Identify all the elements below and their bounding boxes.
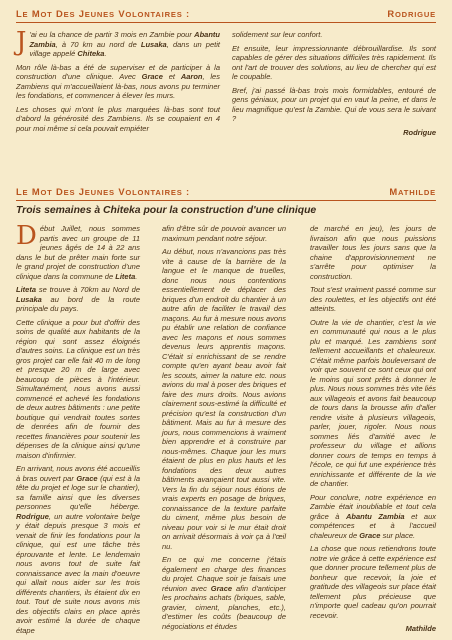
paragraph: Pour conclure, notre expérience en Zambie était inoubliable et tout cela grâce à Abantu Zambia et aux compétences et à l'accueil chaleureux de Grace sur place. <box>310 492 437 540</box>
section2-col1 <box>16 221 141 639</box>
paragraph: Cette clinique a pour but d'offrir des soins de qualité aux habitants de la région qui sont assez éloignés d'autres soins. La clinique est un très gros projet car elle fait 40 m de long et presque 20 m de large avec beaucoup de pièces à l'intérieur. Simultanément, nous avons aussi commencé et achevé les fondations de deux autres bâtiments : une petite boutique qui vendrait toutes sortes de denrées afin de fournir des recettes financières pour soutenir les dépenses de la clinique ainsi qu'une maison d'infirmier. <box>16 317 140 460</box>
section2-col2 <box>162 224 286 635</box>
section2-title: LE MOT DES JEUNES VOLONTAIRES : <box>16 186 190 197</box>
section1-col1 <box>16 27 220 137</box>
paragraph: Outre la vie de chantier, c'est la vie en communauté qui nous a le plus plu et marqué. Les zambiens sont tellement accueillants et chaleureux. C'était même parfois bouleversant de voir que souvent ce sont ceux qui ont le moins qui sont prêts à donner le plus. Nous nous sommes très vite liés aux villageois et avons fait beaucoup de tours dans la brousse afin d'aller rendre visite à plusieurs villageois, parler, jouer, rigoler. Nous nous sommes liés d'amitié avec le professeur du village et allions donner cours de temps en temps à l'école, ce qui fut une expérience très enrichissante et différente de la vie de chantier. <box>310 317 436 488</box>
paragraph: En arrivant, nous avons été accueillis à bras ouvert par Grace (qui est à la tête du projet et loge sur le chantier), sa famille ainsi que les diverses personnes qu'elle héberge. Rodrigue, un autre volontaire belge y était depuis presque 3 mois et venait de finir les fondations pour la clinique, qui est une tâche très éprouvante et lente. Le lendemain nous avons tout de suite fait connaissance avec la main d'oeuvre qui allait nous aider sur les trois différents chantiers, ils étaient dix en tout. Tout de suite nous avons mis des objectifs clairs en place après avoir estimé la durée de chaque étape <box>16 464 141 635</box>
paragraph: La chose que nous retiendrons toute notre vie grâce à cette expérience est que donner procure tellement plus de bonheur que recevoir, la joie et gratitude des villageois sur place était tellement plus précieuse que n'importe quel cadeau qu'on pourrait recevoir. <box>310 544 436 620</box>
paragraph: Les choses qui m'ont le plus marquées là-bas sont tout d'abord la générosité des Zambiens. Ils se coupaient en 4 pour moi même si cela pouvait empiéter <box>16 104 220 133</box>
paragraph: Et ensuite, leur impressionnante débrouillardise. Ils sont capables de gérer des situations difficiles très rapidement. Ils ont l'art de trouver des solutions, au lieu de chercher qui est le coupable. <box>232 43 436 81</box>
paragraph: afin d'être sûr de pouvoir avancer un maximum pendant notre séjour. <box>162 224 286 243</box>
paragraph: Au début, nous n'avancions pas très vite à cause de la barrière de la langue et le manque de truelles, donc nous nous contentions essentiellement de déplacer des briques d'un endroit du chantier à un autre afin de faciliter le travail des maçons. Au fur à mesure nous avons pu établir une relation de confiance avec les maçons et nous sommes devenus leurs apprentis maçons. C'était si enrichissant de se rendre compte qu'en ayant beau avoir fait les scouts, aimer la nature etc. nous avions du mal à poser des briques et faire des murs droits. Nous avions clairement sous-estimé la difficulté et précision qu'est la construction d'un bâtiment. Mais au fur à mesure des jours, nous commencions à vraiment bien apprendre et à construire par nous-mêmes. Chaque jour les murs étaient de plus en plus hauts et les fondations des deux autres bâtiments avançaient tout aussi vite. Vers la fin du séjour nous étions de vrais experts en posage de briques, connaissance de la texture parfaite du ciment, même plus besoin de niveau pour voir si le mur était droit on arrivait désormais à voir ça à l'œil nu. <box>162 247 286 551</box>
section2-col3 <box>310 224 436 638</box>
paragraph: Bref, j'ai passé là-bas trois mois formidables, entouré de gens géniaux, pour un projet qui en vaut la peine, et dans le lieu magnifique qu'est la Zambie. Qui de vous sera le suivant ? <box>232 85 436 123</box>
section2-author: MATHILDE <box>389 186 436 197</box>
paragraph: Début Juillet, nous sommes partis avec un groupe de 11 jeunes âgés de 14 à 22 ans dans le but de prêter main forte sur le grand projet de construction d'une clinique dans la commune de Liteta. <box>16 221 140 281</box>
drop-cap: J <box>16 27 27 57</box>
signature: Rodrigue <box>403 127 436 137</box>
paragraph: J 'ai eu la chance de partir 3 mois en Zambie pour Abantu Zambia, à 70 km au nord de Lusaka, dans un petit village appelé Chiteka. <box>16 27 220 58</box>
paragraph: de marché en jeu), les jours de livraison afin que nous puissions travailler tous les jours sans que la chaine d'approvisionnement ne s'arrête pour optimiser la construction. <box>310 224 436 281</box>
paragraph: Liteta se trouve à 70km au Nord de Lusaka au bord de la route principale du pays. <box>16 285 140 313</box>
section1-header <box>16 6 436 23</box>
paragraph: solidement sur leur confort. <box>232 30 323 39</box>
article-title: Trois semaines à Chiteka pour la construction d'une clinique <box>16 205 317 216</box>
signature: Mathilde <box>405 624 436 633</box>
section1-author: RODRIGUE <box>387 8 436 19</box>
section1-title: LE MOT DES JEUNES VOLONTAIRES : <box>16 8 190 19</box>
paragraph: Mon rôle là-bas a été de superviser et de participer à la construction d'une clinique. Avec Grace et Aaron, les Zambiens qui m'accueillaient là-bas, nous avons pu terminer les fondations, et commencer à élever les murs. <box>16 62 220 100</box>
section2-header <box>16 184 436 201</box>
paragraph: Tout s'est vraiment passé comme sur des roulettes, et les objectifs ont été atteints. <box>310 285 436 313</box>
section1-col2 <box>232 30 436 141</box>
drop-cap: D <box>16 221 37 251</box>
paragraph: En ce qui me concerne j'étais également en charge des finances du projet. Chaque soir je faisais une réunion avec Grace afin d'anticiper les prochains achats (briques, sable, gravier, ciment, planches, etc.), d'estimer les coûts (beaucoup de négociations et études <box>162 555 286 631</box>
